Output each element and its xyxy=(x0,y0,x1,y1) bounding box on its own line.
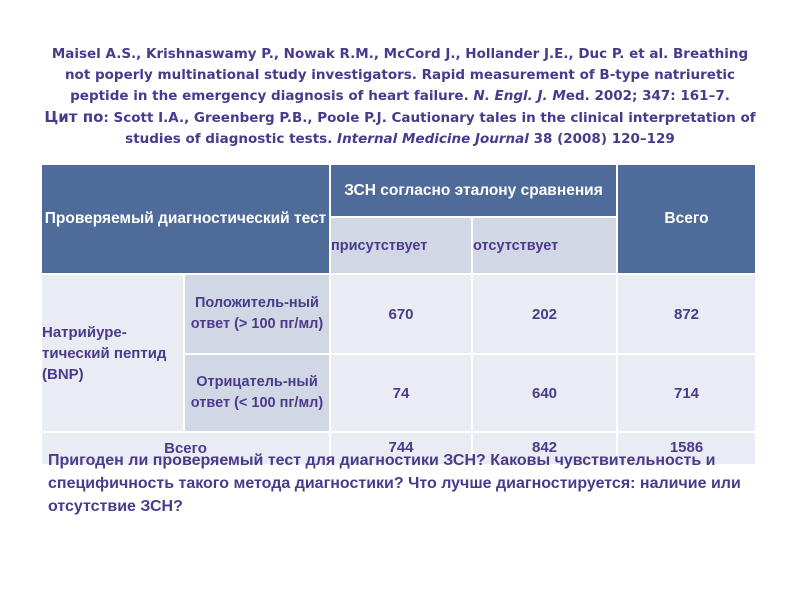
citation xyxy=(40,44,760,150)
citation-cited-text: : Scott I.A., Greenberg P.B., Poole P.J. Cautionary tales in the clinical interpretation of studies of diagnostic tests. xyxy=(103,110,756,147)
citation-cited-rest: 38 (2008) 120–129 xyxy=(533,131,675,147)
positive-absent-cell: 202 xyxy=(472,274,617,354)
negative-present-cell: 74 xyxy=(330,354,472,432)
citation-cited-journal: Internal Medicine Journal xyxy=(337,131,529,147)
total-absent-cell: 842 xyxy=(472,432,617,465)
question-text: Пригоден ли проверяемый тест для диагностики ЗСН? Каковы чувствительность и специфичность такого метода диагностики? Что лучше диагностируется: наличие или отсутствие ЗСН? xyxy=(48,452,741,515)
citation-authors: Maisel A.S., Krishnaswamy P., Nowak R.M., McCord J., Hollander J.E., Duc P. et al. Breathing not poperly multinational study investigators. Rapid measurement of B-type natriuretic peptide in the emergency diagnosis of heart failure. xyxy=(51,46,749,104)
positive-present-cell: 670 xyxy=(330,274,472,354)
diagnostic-table xyxy=(40,163,757,466)
negative-total-cell: 714 xyxy=(617,354,756,432)
positive-total-cell: 872 xyxy=(617,274,756,354)
header-total-cell: Всего xyxy=(617,164,756,274)
citation-journal-rest: ed. 2002; 347: 161–7. xyxy=(565,88,730,104)
total-total-cell: 1586 xyxy=(617,432,756,465)
total-present-cell: 744 xyxy=(330,432,472,465)
negative-absent-cell: 640 xyxy=(472,354,617,432)
subheader-absent-cell: отсутствует xyxy=(472,217,617,274)
header-test-cell: Проверяемый диагностический тест xyxy=(41,164,330,274)
header-reference-cell: ЗСН согласно эталону сравнения xyxy=(330,164,617,217)
negative-label-cell: Отрицатель-ный ответ (< 100 пг/мл) xyxy=(184,354,330,432)
citation-journal: N. Engl. J. M xyxy=(473,88,566,104)
subheader-present-cell: присутствует xyxy=(330,217,472,274)
positive-label-cell: Положитель-ный ответ (> 100 пг/мл) xyxy=(184,274,330,354)
total-label-cell: Всего xyxy=(41,432,330,465)
citation-cited-label: Цит по xyxy=(44,108,104,126)
test-name-cell: Натрийуре-тический пептид (BNP) xyxy=(41,274,184,432)
